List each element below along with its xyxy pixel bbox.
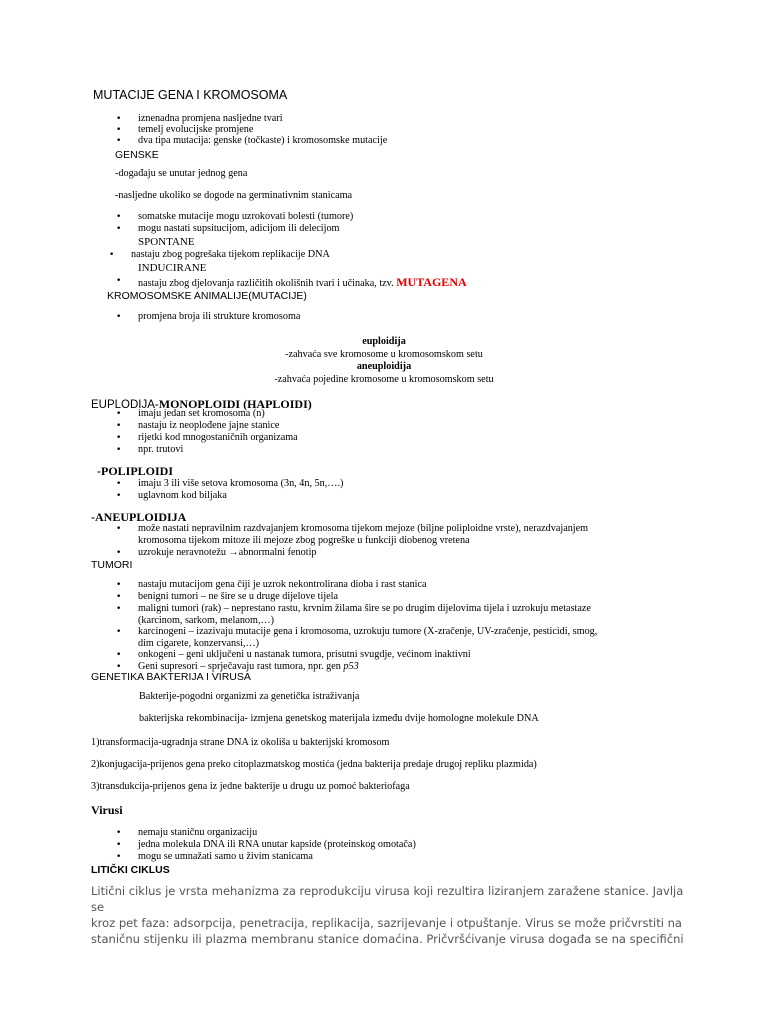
bullet-marker: • (109, 250, 115, 260)
poliploidi-heading: -POLIPLOIDI (97, 464, 174, 478)
bullet-marker: • (116, 409, 122, 419)
aneuploidija-term: aneuploidija (356, 361, 412, 372)
list-item: jedna molekula DNA ili RNA unutar kapside (proteinskog omotača) (138, 839, 416, 850)
genske-line-1: -događaju se unutar jednog gena (115, 168, 248, 179)
list-item: promjena broja ili strukture kromosoma (138, 311, 301, 322)
bullet-marker: • (116, 212, 122, 222)
bullet-marker: • (116, 548, 122, 558)
paragraph-line: Litični ciklus je vrsta mehanizma za reprodukciju virusa koji rezultira liziranjem zaražene stanice. Javlja se (91, 884, 684, 914)
euploidija-term: euploidija (362, 336, 406, 347)
genetika-heading: GENETIKA BAKTERIJA I VIRUSA (91, 671, 251, 683)
inducirane-label: INDUCIRANE (138, 262, 207, 274)
list-item: benigni tumori – ne šire se u druge dijelove tijela (138, 591, 339, 602)
aneuploidija-desc: -zahvaća pojedine kromosome u kromosomskom setu (274, 374, 494, 385)
paragraph-line: staničnu stijenku ili plazma membranu stanice domaćina. Pričvršćivanje virusa događa se na specifični (91, 932, 684, 946)
bullet-marker: • (116, 524, 122, 534)
bullet-marker: • (116, 312, 122, 322)
bullet-marker: • (116, 662, 122, 672)
aneuploidija-heading: -ANEUPLOIDIJA (91, 510, 187, 524)
bullet-marker: • (116, 627, 122, 637)
bullet-marker: • (116, 114, 122, 124)
list-item: imaju 3 ili više setova kromosoma (3n, 4n, 5n,….) (138, 478, 344, 489)
bullet-marker: • (116, 852, 122, 862)
list-item: temelj evolucijske promjene (138, 124, 254, 135)
list-item: npr. trutovi (138, 444, 184, 455)
kromosomske-heading: KROMOSOMSKE ANIMALIJE(MUTACIJE) (107, 290, 307, 302)
list-item: nastaju iz neoplođene jajne stanice (138, 420, 280, 431)
bullet-marker: • (116, 840, 122, 850)
list-item-continuation: (karcinom, sarkom, melanom,…) (138, 615, 275, 626)
list-item: onkogeni – geni uključeni u nastanak tumora, prisutni svugdje, većinom inaktivni (138, 649, 471, 660)
genetika-item-2: 2)konjugacija-prijenos gena preko citoplazmatskog mostića (jedna bakterija predaje drugoj repliku plazmida) (91, 759, 537, 770)
bullet-marker: • (116, 580, 122, 590)
virusi-heading: Virusi (91, 803, 123, 817)
bullet-marker: • (116, 650, 122, 660)
bullet-marker: • (116, 604, 122, 614)
liticki-heading: LITIČKI CIKLUS (91, 864, 170, 876)
spontane-label: SPONTANE (138, 236, 195, 248)
genetika-line-2: bakterijska rekombinacija- izmjena genetskog materijala između dvije homologne molekule DNA (139, 713, 539, 724)
list-item: nastaju zbog pogrešaka tijekom replikacije DNA (131, 249, 330, 260)
genske-heading: GENSKE (115, 149, 159, 161)
bullet-marker: • (116, 828, 122, 838)
inducirane-text: nastaju zbog djelovanja različitih okolišnih tvari i učinaka, tzv. (138, 278, 397, 289)
mutagena-highlight: MUTAGENA (396, 275, 467, 289)
list-item: nemaju staničnu organizaciju (138, 827, 258, 838)
monoploidi-prefix: EUPLODIJA- (91, 399, 159, 411)
monoploidi-title: MONOPLOIDI (HAPLOIDI) (158, 397, 312, 411)
bullet-marker: • (116, 433, 122, 443)
bullet-marker: • (116, 136, 122, 146)
list-item: dva tipa mutacija: genske (točkaste) i kromosomske mutacije (138, 135, 388, 146)
tumori-heading: TUMORI (91, 559, 133, 571)
gene-name: p53 (343, 661, 359, 672)
list-item: uglavnom kod biljaka (138, 490, 227, 501)
bullet-marker: • (116, 421, 122, 431)
bullet-marker: • (116, 479, 122, 489)
list-item-continuation: dim cigarete, konzervansi,…) (138, 638, 260, 649)
list-item: mogu se umnažati samo u živim stanicama (138, 851, 313, 862)
genetika-item-1: 1)transformacija-ugradnja strane DNA iz okoliša u bakterijski kromosom (91, 737, 390, 748)
geni-supresori-text: Geni supresori – sprječavaju rast tumora, npr. gen (138, 661, 344, 672)
bullet-marker: • (116, 491, 122, 501)
list-item: imaju jedan set kromosoma (n) (138, 408, 265, 419)
list-item: uzrokuje neravnotežu →abnormalni fenotip (138, 547, 317, 558)
list-item: može nastati nepravilnim razdvajanjem kromosoma tijekom mejoze (biljne poliploidne vrste), nerazdvajanjem (138, 523, 589, 534)
genske-line-2: -nasljedne ukoliko se dogode na germinativnim stanicama (115, 190, 353, 201)
bullet-marker: • (116, 445, 122, 455)
list-item-continuation: kromosoma tijekom mitoze ili mejoze zbog pogreške u funkciji diobenog vretena (138, 535, 470, 546)
genetika-line-1: Bakterije-pogodni organizmi za genetička istraživanja (139, 691, 360, 702)
paragraph-line: kroz pet faza: adsorpcija, penetracija, replikacija, sazrijevanje i otpuštanje. Virus se može pričvrstiti na (91, 916, 682, 930)
list-item: iznenadna promjena nasljedne tvari (138, 113, 283, 124)
list-item: maligni tumori (rak) – neprestano rastu, krvnim žilama šire se po drugim dijelovima tijela i uzrokuju metastaze (138, 603, 591, 614)
euploidija-desc: -zahvaća sve kromosome u kromosomskom setu (285, 349, 483, 360)
liticki-paragraph (91, 883, 691, 947)
genetika-item-3: 3)transdukcija-prijenos gena iz jedne bakterije u drugu uz pomoć bakteriofaga (91, 781, 410, 792)
list-item: mogu nastati supsitucijom, adicijom ili delecijom (138, 223, 340, 234)
bullet-marker: • (116, 592, 122, 602)
list-item: karcinogeni – izazivaju mutacije gena i kromosoma, uzrokuju tumore (X-zračenje, UV-zračenje, pesticidi, smog, (138, 626, 598, 637)
list-item: somatske mutacije mogu uzrokovati bolesti (tumore) (138, 211, 354, 222)
page-title: MUTACIJE GENA I KROMOSOMA (93, 88, 288, 102)
bullet-marker: • (116, 224, 122, 234)
bullet-marker: • (116, 276, 122, 286)
list-item: rijetki kod mnogostaničnih organizama (138, 432, 298, 443)
list-item: nastaju mutacijom gena čiji je uzrok nekontrolirana dioba i rast stanica (138, 579, 427, 590)
bullet-marker: • (116, 125, 122, 135)
list-item (138, 275, 467, 290)
